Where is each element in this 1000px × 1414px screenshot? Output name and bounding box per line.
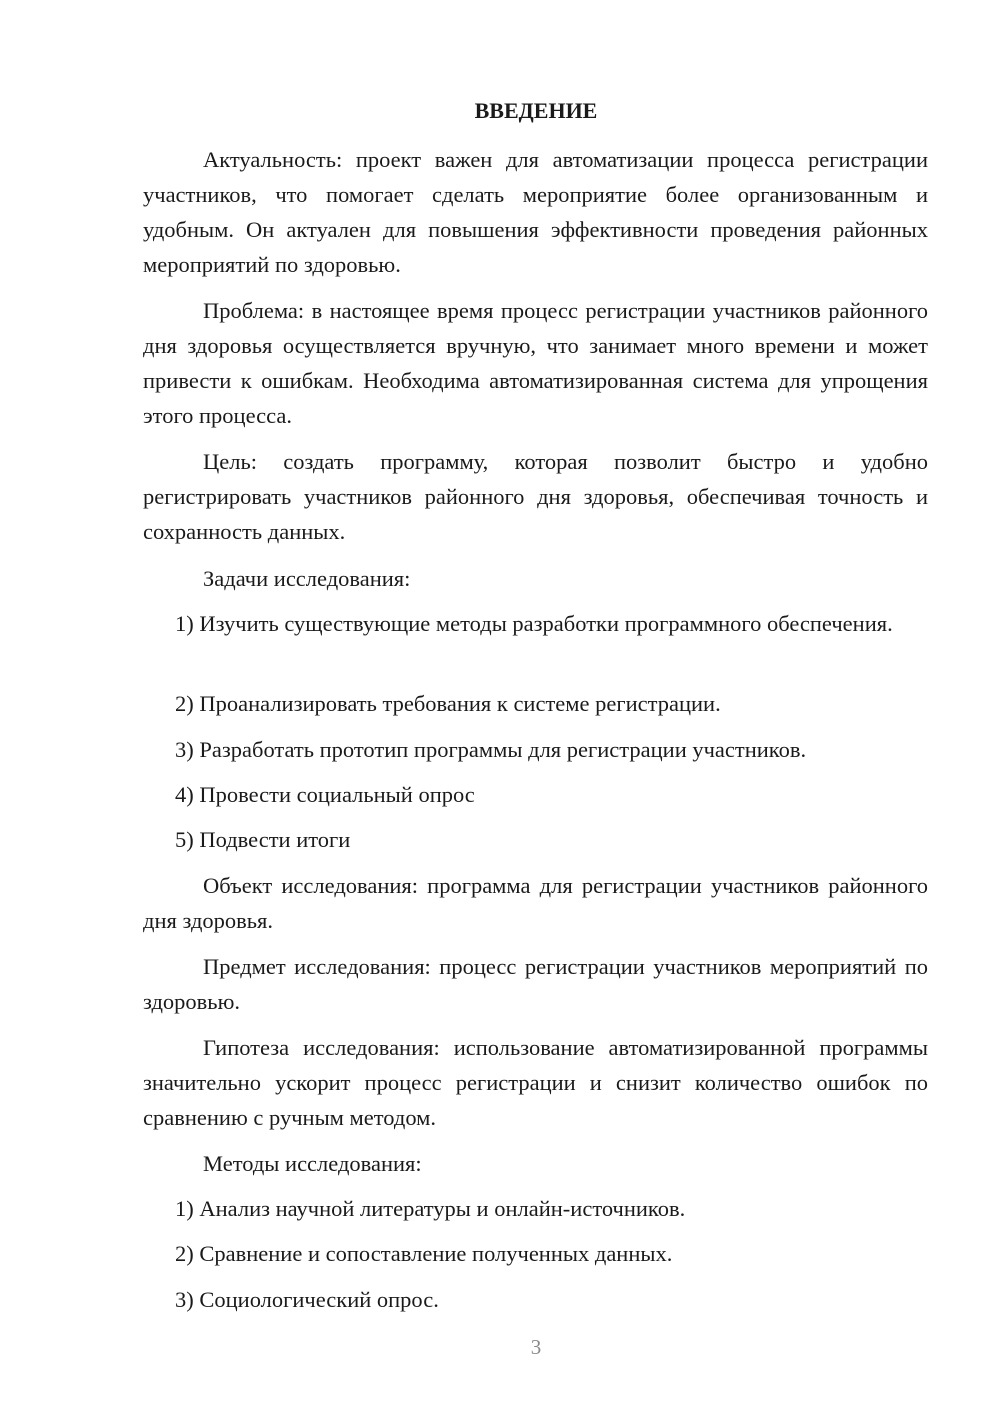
paragraph-relevance: Актуальность: проект важен для автоматизации процесса регистрации участников, что помогает сделать мероприятие более организованным и удобным. Он актуален для повышения эффективности проведения районных мероприятий по здоровью. [143,147,928,277]
method-item: 3) Социологический опрос. [175,1287,439,1312]
paragraph-object: Объект исследования: программа для регистрации участников районного дня здоровья. [143,873,928,933]
task-item: 2) Проанализировать требования к системе регистрации. [175,691,721,716]
methods-label: Методы исследования: [203,1151,422,1176]
page-heading: ВВЕДЕНИЕ [474,98,598,123]
tasks-label: Задачи исследования: [203,566,411,591]
task-item: 3) Разработать прототип программы для регистрации участников. [175,737,807,762]
paragraph-problem: Проблема: в настоящее время процесс регистрации участников районного дня здоровья осуществляется вручную, что занимает много времени и может привести к ошибкам. Необходима автоматизированная система для упрощения этого процесса. [143,298,928,428]
task-item: 5) Подвести итоги [175,827,351,852]
task-item: 1) Изучить существующие методы разработки программного обеспечения. [175,611,893,636]
paragraph-subject: Предмет исследования: процесс регистрации участников мероприятий по здоровью. [143,954,928,1014]
task-item: 4) Провести социальный опрос [175,782,475,807]
method-item: 2) Сравнение и сопоставление полученных данных. [175,1241,673,1266]
paragraph-goal: Цель: создать программу, которая позволит быстро и удобно регистрировать участников районного дня здоровья, обеспечивая точность и сохранность данных. [143,449,928,544]
page-number: 3 [530,1335,542,1359]
paragraph-hypothesis: Гипотеза исследования: использование автоматизированной программы значительно ускорит процесс регистрации и снизит количество ошибок по сравнению с ручным методом. [143,1035,928,1130]
method-item: 1) Анализ научной литературы и онлайн-источников. [175,1196,686,1221]
